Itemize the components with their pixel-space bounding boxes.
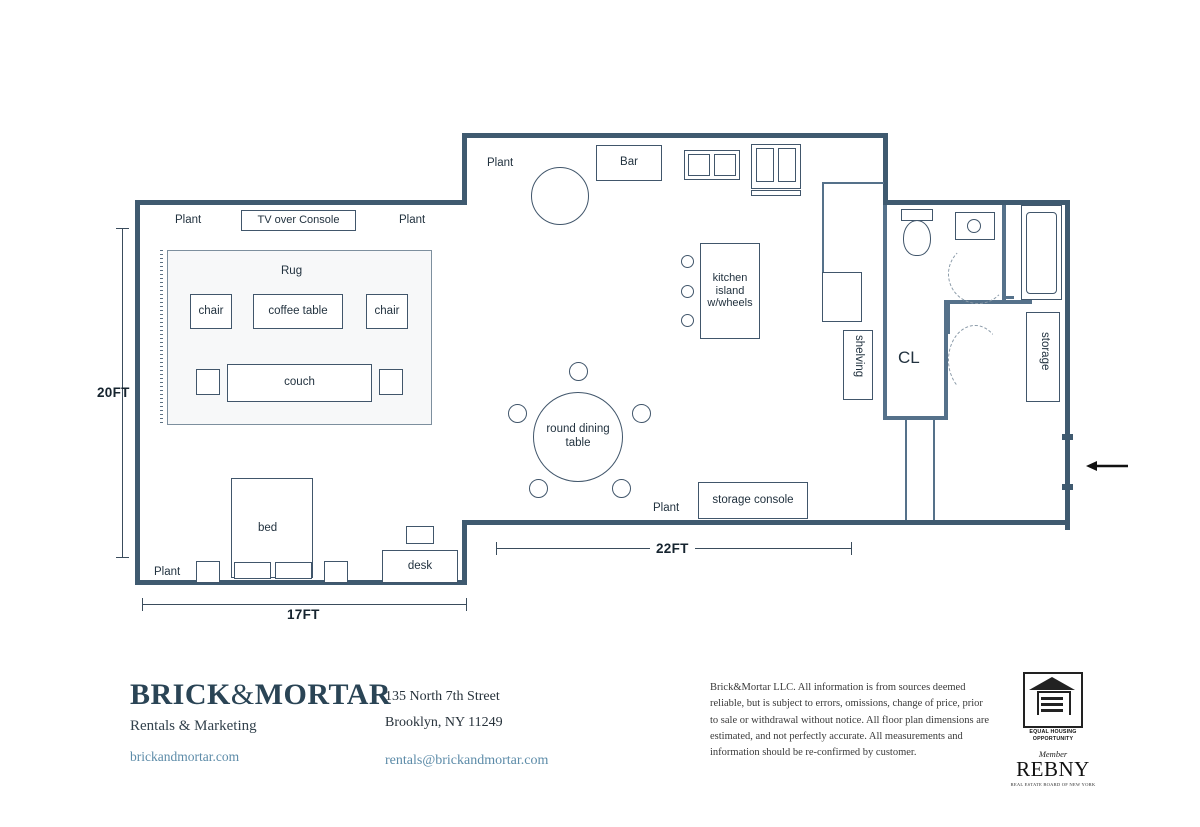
wall-left-outer bbox=[135, 200, 140, 585]
wall-kitchen-right bbox=[883, 133, 888, 205]
hall-line-right bbox=[933, 420, 935, 520]
brand-tagline: Rentals & Marketing bbox=[130, 718, 257, 734]
round-side-table bbox=[531, 167, 589, 225]
address-line-1: 135 North 7th Street bbox=[385, 689, 500, 704]
rebny-subtext: REAL ESTATE BOARD OF NEW YORK bbox=[1010, 782, 1096, 788]
plant-label-5: Plant bbox=[653, 502, 680, 514]
pillow-left bbox=[234, 562, 271, 579]
dim-bottom-left-label: 17FT bbox=[281, 607, 326, 622]
dining-chair-bottom-right bbox=[612, 479, 631, 498]
rug-label: Rug bbox=[281, 265, 303, 277]
plant-label-3: Plant bbox=[154, 566, 181, 578]
dining-chair-bottom-left bbox=[529, 479, 548, 498]
dim-bottom-left-line bbox=[142, 604, 467, 605]
side-table-left bbox=[196, 369, 220, 395]
footer bbox=[0, 660, 1200, 827]
island-stool-2 bbox=[681, 285, 694, 298]
rebny-member-label: Member bbox=[1038, 749, 1068, 760]
dining-chair-left bbox=[508, 404, 527, 423]
hall-line-left bbox=[905, 420, 907, 520]
desk-chair bbox=[406, 526, 434, 544]
plant-label-2: Plant bbox=[399, 214, 426, 226]
coffee-table: coffee table bbox=[253, 294, 343, 329]
wall-storage-top bbox=[1002, 300, 1032, 304]
eho-line-2: OPPORTUNITY bbox=[1032, 735, 1074, 742]
tv-over-console: TV over Console bbox=[241, 210, 356, 231]
brand-website-link[interactable]: brickandmortar.com bbox=[130, 749, 240, 764]
oven-handle bbox=[751, 190, 801, 196]
nightstand-right bbox=[324, 561, 348, 583]
entry-arrow-icon bbox=[1086, 452, 1130, 480]
pillow-right bbox=[275, 562, 312, 579]
side-table-right bbox=[379, 369, 403, 395]
chair-right: chair bbox=[366, 294, 408, 329]
brand-name bbox=[130, 678, 391, 712]
dim-bl-cap-right bbox=[466, 598, 467, 611]
wall-top-living bbox=[135, 200, 467, 205]
dim-left-cap-top bbox=[116, 228, 129, 229]
round-dining-table: round dining table bbox=[533, 392, 623, 482]
brand-ampersand: & bbox=[230, 678, 255, 711]
dining-chair-top bbox=[569, 362, 588, 381]
bath-door-jamb bbox=[1002, 296, 1014, 299]
toilet-bowl bbox=[903, 220, 931, 256]
storage-console: storage console bbox=[698, 482, 808, 519]
address-block bbox=[385, 684, 548, 774]
chair-left: chair bbox=[190, 294, 232, 329]
dim-br-cap-left bbox=[496, 542, 497, 555]
counter-return-top bbox=[822, 182, 884, 184]
burner-left bbox=[756, 148, 774, 182]
email-link[interactable]: rentals@brickandmortar.com bbox=[385, 752, 549, 768]
dining-chair-right bbox=[632, 404, 651, 423]
address-line-2: Brooklyn, NY 11249 bbox=[385, 714, 503, 730]
equal-housing-icon bbox=[1023, 672, 1083, 728]
nightstand-left bbox=[196, 561, 220, 583]
entry-door-top-jamb bbox=[1062, 434, 1073, 440]
brand-block bbox=[130, 678, 391, 765]
plant-label-4: Plant bbox=[487, 157, 514, 169]
island-stool-3 bbox=[681, 314, 694, 327]
window-left-hatch bbox=[160, 250, 163, 425]
wall-living-dining-upper bbox=[462, 133, 467, 205]
sink-basin-left bbox=[688, 154, 710, 176]
equal-housing-caption bbox=[1010, 729, 1096, 742]
eho-line-1: EQUAL HOUSING bbox=[1029, 729, 1077, 735]
dim-br-cap-right bbox=[851, 542, 852, 555]
bath-door-swing bbox=[948, 244, 1008, 304]
desk: desk bbox=[382, 550, 458, 583]
counter-return-side bbox=[822, 182, 824, 274]
dim-left-label: 20FT bbox=[97, 385, 130, 400]
plant-label-1: Plant bbox=[175, 214, 202, 226]
shelving-label: shelving bbox=[853, 335, 866, 378]
dim-bl-cap-left bbox=[142, 598, 143, 611]
counter-block bbox=[822, 272, 862, 322]
closet-door-swing bbox=[948, 325, 1002, 395]
kitchen-island: kitchen island w/wheels bbox=[700, 243, 760, 339]
bath-sink-basin bbox=[967, 219, 981, 233]
rebny-name: REBNY bbox=[1016, 757, 1090, 782]
couch: couch bbox=[227, 364, 372, 402]
storage-label: storage bbox=[1039, 332, 1052, 371]
wall-bath-left bbox=[883, 205, 887, 420]
closet-label: CL bbox=[898, 348, 920, 367]
dim-bottom-right-label: 22FT bbox=[650, 541, 695, 556]
bathtub-inner bbox=[1026, 212, 1057, 294]
badges-block bbox=[1010, 672, 1096, 787]
wall-right-outer bbox=[1065, 200, 1070, 530]
wall-top-kitchen bbox=[465, 133, 885, 138]
brand-name-part2: MORTAR bbox=[254, 678, 392, 711]
wall-bath-bottom bbox=[883, 416, 948, 420]
brand-name-part1: BRICK bbox=[130, 678, 231, 711]
burner-right bbox=[778, 148, 796, 182]
sink-basin-right bbox=[714, 154, 736, 176]
closet-door-jamb bbox=[948, 304, 950, 334]
bar: Bar bbox=[596, 145, 662, 181]
wall-bottom-right bbox=[462, 520, 1070, 525]
wall-living-dining-lower bbox=[462, 520, 467, 585]
entry-door-bottom-jamb bbox=[1062, 484, 1073, 490]
legal-disclaimer: Brick&Mortar LLC. All information is from sources deemed reliable, but is subject to errors, omissions, change of price, prior to sale or withdrawal without notice. All floor plan dimensions are estimated, and not perfectly accurate. All measurements and information should be re-confirmed by customer. bbox=[710, 682, 990, 759]
rebny-badge bbox=[1010, 749, 1096, 787]
bed-label: bed bbox=[258, 522, 278, 534]
island-stool-1 bbox=[681, 255, 694, 268]
dim-left-cap-bottom bbox=[116, 557, 129, 558]
